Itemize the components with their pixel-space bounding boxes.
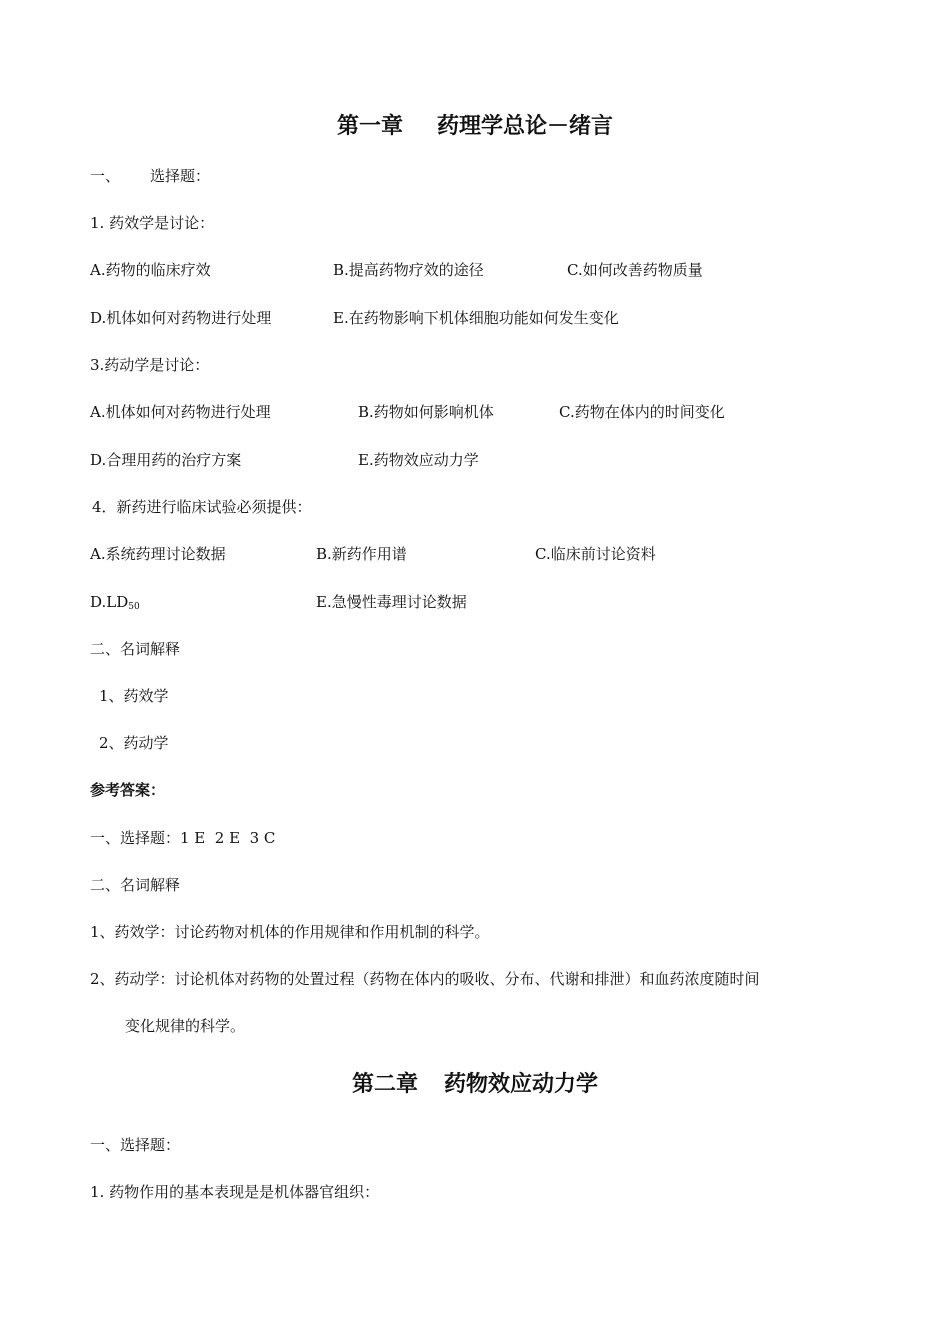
q4-stem: 4．新药进行临床试验必须提供： [92,498,312,516]
q3-option-b: B.药物如何影响机体 [358,403,494,421]
q1-option-d: D.机体如何对药物进行处理 [90,309,272,327]
answers-terms-heading: 二、名词解释 [90,876,181,894]
q3-stem: 3.药动学是讨论： [90,356,210,374]
q1-option-a: A.药物的临床疗效 [90,261,211,279]
answers-heading: 参考答案： [90,781,166,799]
chapter2-q1-stem: 1. 药物作用的基本表现是是机体器官组织： [90,1183,380,1201]
q1-option-b: B.提高药物疗效的途径 [333,261,484,279]
section1-heading-num: 一、 [90,167,121,185]
q4-option-d-text: D.LD [90,593,129,611]
answer-def-1: 1、药效学：讨论药物对机体的作用规律和作用机制的科学。 [90,923,490,941]
chapter2-title [0,1070,950,1100]
q4-option-d-subscript: 50 [128,602,140,612]
chapter1-name: 药理学总论－绪言 [437,114,614,139]
section1-heading [90,166,210,186]
q1-option-e: E.在药物影响下机体细胞功能如何发生变化 [333,309,619,327]
q1-stem: 1. 药效学是讨论： [90,214,215,232]
chapter1-title [0,112,950,142]
q3-option-c: C.药物在体内的时间变化 [559,403,725,421]
q4-option-d [90,592,140,615]
chapter2-name: 药物效应动力学 [444,1072,599,1097]
q3-option-a: A.机体如何对药物进行处理 [90,403,271,421]
answer-def-2-line2: 变化规律的科学。 [125,1017,246,1035]
q3-option-d: D.合理用药的治疗方案 [90,451,242,469]
answers-choice: 一、选择题：1 E 2 E 3 C [90,829,276,847]
q4-option-b: B.新药作用谱 [316,545,407,563]
chapter2-number: 第二章 [351,1072,418,1097]
section1-heading-text: 选择题： [150,167,211,185]
term-2: 2、药动学 [99,734,169,752]
q4-option-c: C.临床前讨论资料 [535,545,656,563]
q1-option-c: C.如何改善药物质量 [567,261,703,279]
chapter2-section1-heading: 一、选择题： [90,1136,181,1154]
chapter1-number: 第一章 [336,114,403,139]
q3-option-e: E.药物效应动力学 [358,451,479,469]
q4-option-a: A.系统药理讨论数据 [90,545,226,563]
answer-def-2-line1: 2、药动学：讨论机体对药物的处置过程（药物在体内的吸收、分布、代谢和排泄）和血药浓度随时间 [90,970,760,988]
section2-heading: 二、名词解释 [90,640,181,658]
q4-option-e: E.急慢性毒理讨论数据 [316,593,467,611]
term-1: 1、药效学 [99,687,169,705]
